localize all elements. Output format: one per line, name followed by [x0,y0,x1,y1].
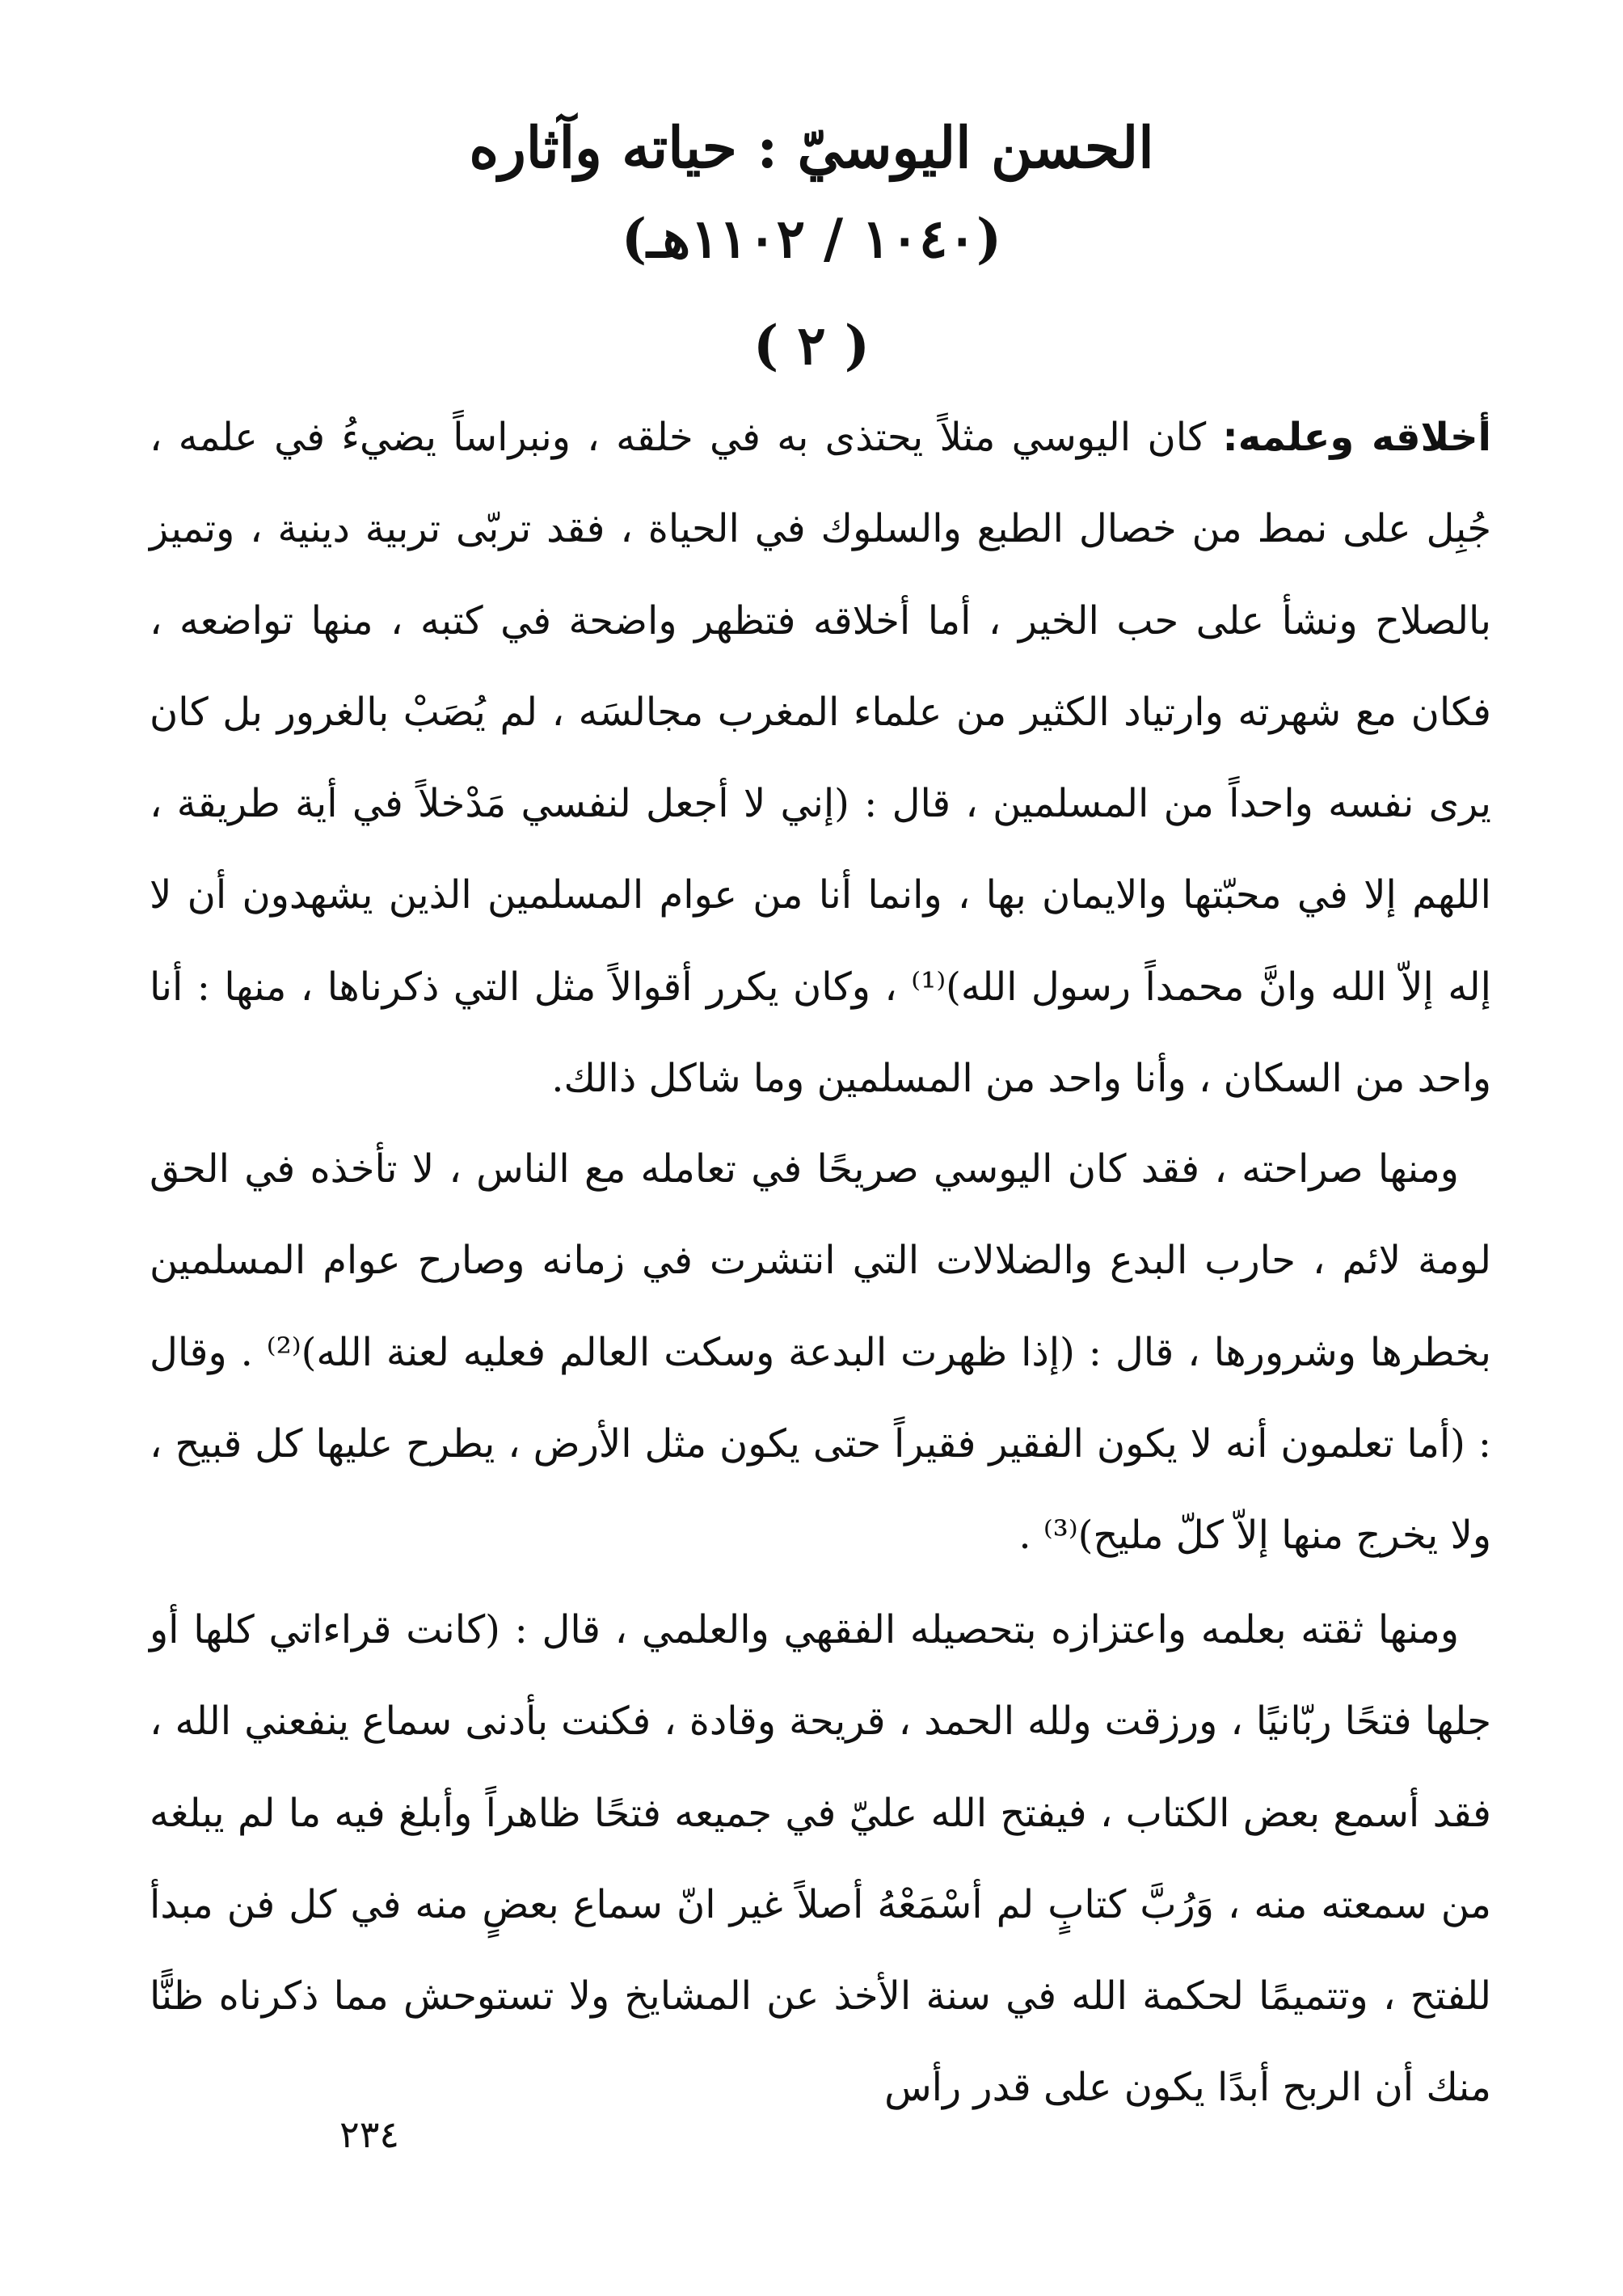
paragraph-text: ومنها صراحته ، فقد كان اليوسي صريحًا في تعامله مع الناس ، لا تأخذه في الحق لومة لائم ، حارب البدع والضلالات التي انتشرت في زمانه وصارح عوام المسلمين بخطرها وشرورها ، قال : (إذا ظهرت البدعة وسكت العالم فعليه لعنة الله)⁽²⁾ . وقال : (أما تعلمون أنه لا يكون الفقير فقيراً حتى يكون مثل الأرض ، يطرح عليها كل قبيح ، ولا يخرج منها إلاّ كلّ مليح)⁽³⁾ . [150,1146,1492,1559]
paragraph-lead-heading: أخلاقه وعلمه: [1222,415,1491,460]
article-title: الحسن اليوسيّ : حياته وآثاره [469,114,1154,181]
paragraph-text: كان اليوسي مثلاً يحتذى به في خلقه ، ونبراساً يضيءُ في علمه ، جُبِل على نمط من خصال الطبع والسلوك في الحياة ، فقد تربّى تربية دينية ، وتميز بالصلاح ونشأ على حب الخير ، أما أخلاقه فتظهر واضحة في كتبه ، منها تواضعه ، فكان مع شهرته وارتياد الكثير من علماء المغرب مجالسَه ، لم يُصَبْ بالغرور بل كان يرى نفسه واحداً من المسلمين ، قال : (إني لا أجعل لنفسي مَدْخلاً في أية طريقة ، اللهم إلا في محبّتها والايمان بها ، وانما أنا من عوام المسلمين الذين يشهدون أن لا إله إلاّ الله وانَّ محمداً رسول الله)⁽¹⁾ ، وكان يكرر أقوالاً مثل التي ذكرناها ، منها : أنا واحد من السكان ، وأنا واحد من المسلمين وما شاكل ذالك. [150,415,1492,1102]
paragraph-confidence-in-knowledge [150,1585,1491,2134]
paragraph-frankness [150,1124,1491,1581]
article-dates: (١٠٤٠ / ١١٠٢هـ) [621,207,1002,270]
page-number: ٢٣٤ [339,2112,400,2156]
paragraph-character-and-knowledge [150,392,1491,1125]
paragraph-text: ومنها ثقته بعلمه واعتزازه بتحصيله الفقهي والعلمي ، قال : (كانت قراءاتي كلها أو جلها فتحًا ربّانيًا ، ورزقت ولله الحمد ، قريحة وقادة ، فكنت بأدنى سماع ينفعني الله ، فقد أسمع بعض الكتاب ، فيفتح الله عليّ في جميعه فتحًا ظاهراً وأبلغ فيه ما لم يبلغه من سمعته منه ، وَرُبَّ كتابٍ لم أسْمَعْهُ أصلاً غير انّ سماع بعضٍ منه في كل فن مبدأ للفتح ، وتتميمًا لحكمة الله في سنة الأخذ عن المشايخ ولا تستوحش مما ذكرناه ظنًّا منك أن الربح أبدًا يكون على قدر رأس [150,1607,1491,2111]
article-part-number: ( ٢ ) [753,314,870,377]
